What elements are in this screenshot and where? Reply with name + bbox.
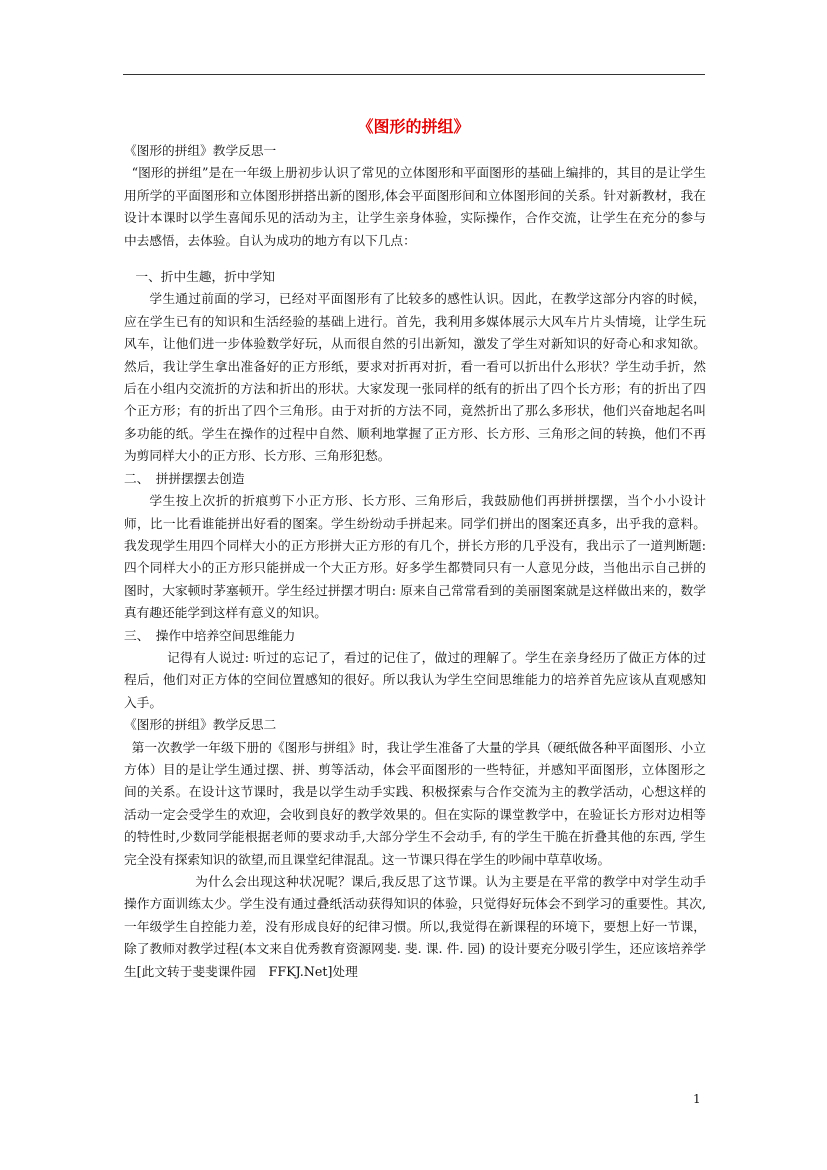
document-body [124, 140, 706, 983]
section-heading-three: 三、 操作中培养空间思维能力 [124, 627, 296, 643]
reflection-two-paragraph: 第一次教学一年级下册的《图形与拼组》时，我让学生准备了大量的学具（硬纸做各种平面图形、小立方体）目的是让学生通过摆、拼、剪等活动，体会平面图形的一些特征，并感知平面图形，立体图形之间的关系。在设计这节课时，我是以学生动手实践、积极探索与合作交流为主的教学活动，心想这样的活动一定会受学生的欢迎，会收到良好的教学效果的。但在实际的课堂教学中，在验证长方形对边相等的特性时,少数同学能根据老师的要求动手,大部分学生不会动手, 有的学生干脆在折叠其他的东西, 学生完全没有探索知识的欲望,而且课堂纪律混乱。这一节课只得在学生的吵闹中草草收场。 [124, 739, 706, 867]
page-number-text: 1 [693, 1092, 701, 1106]
reflection-two-heading: 《图形的拼组》教学反思二 [124, 717, 277, 733]
section-three-paragraph: 记得有人说过: 听过的忘记了，看过的记住了，做过的理解了。学生在亲身经历了做正方体的过程后，他们对正方体的空间位置感知的很好。所以我认为学生空间思维能力的培养首先应该从直观感知入手。 [124, 649, 706, 710]
reflection-two-continued-paragraph: 为什么会出现这种状况呢？课后,我反思了这节课。认为主要是在平常的教学中对学生动手操作方面训练太少。学生没有通过叠纸活动获得知识的体验，只觉得好玩体会不到学习的重要性。其次,一年级学生自控能力差，没有形成良好的纪律习惯。所以,我觉得在新课程的环境下，要想上好一节课，除了教师对教学过程(本文来自优秀教育资源网斐. 斐. 课. 件. 园) 的设计要充分吸引学生，还应该培养学生[此文转于斐斐课件园 FFKJ.Net]处理 [124, 874, 706, 979]
section-one-paragraph: 学生通过前面的学习，已经对平面图形有了比较多的感性认识。因此，在教学这部分内容的时候，应在学生已有的知识和生活经验的基础上进行。首先，我利用多媒体展示大风车片片头情境，让学生玩风车，让他们进一步体验数学好玩，从而很自然的引出新知，激发了学生对新知识的好奇心和求知欲。然后，我让学生拿出准备好的正方形纸，要求对折再对折，看一看可以折出什么形状？学生动手折，然后在小组内交流折的方法和折出的形状。大家发现一张同样的纸有的折出了四个长方形；有的折出了四个正方形；有的折出了四个三角形。由于对折的方法不同，竟然折出了那么多形状，他们兴奋地起名叫多功能的纸。学生在操作的过程中自然、顺利地掌握了正方形、长方形、三角形之间的转换，他们不再为剪同样大小的正方形、长方形、三角形犯愁。 [124, 291, 706, 464]
intro-paragraph: “图形的拼组”是在一年级上册初步认识了常见的立体图形和平面图形的基础上编排的，其目的是让学生用所学的平面图形和立体图形拼搭出新的图形,体会平面图形间和立体图形间的关系。针对新教材，我在设计本课时以学生喜闻乐见的活动为主，让学生亲身体验，实际操作，合作交流，让学生在充分的参与中去感悟，去体验。自认为成功的地方有以下几点： [124, 165, 706, 248]
paragraph-gap [124, 252, 706, 266]
section-heading-two: 二、 拼拼摆摆去创造 [124, 470, 245, 486]
reflection-one-heading: 《图形的拼组》教学反思一 [124, 143, 277, 158]
header-rule [123, 74, 705, 75]
document-title: 《图形的拼组》 [357, 117, 470, 136]
section-two-paragraph: 学生按上次折的折痕剪下小正方形、长方形、三角形后，我鼓励他们再拼拼摆摆，当个小小设计师，比一比看谁能拼出好看的图案。学生纷纷动手拼起来。同学们拼出的图案还真多，出乎我的意料。我发现学生用四个同样大小的正方形拼大正方形的有几个，拼长方形的几乎没有，我出示了一道判断题: 四个同样大小的正方形只能拼成一个大正方形。好多学生都赞同只有一人意见分歧，当他出示自己拼的图时，大家顿时茅塞顿开。学生经过拼摆才明白: 原来自己常常看到的美丽图案就是这样做出来的，数学真有趣还能学到这样有意义的知识。 [124, 493, 706, 621]
section-heading-one: 一、折中生趣，折中学知 [135, 269, 275, 285]
